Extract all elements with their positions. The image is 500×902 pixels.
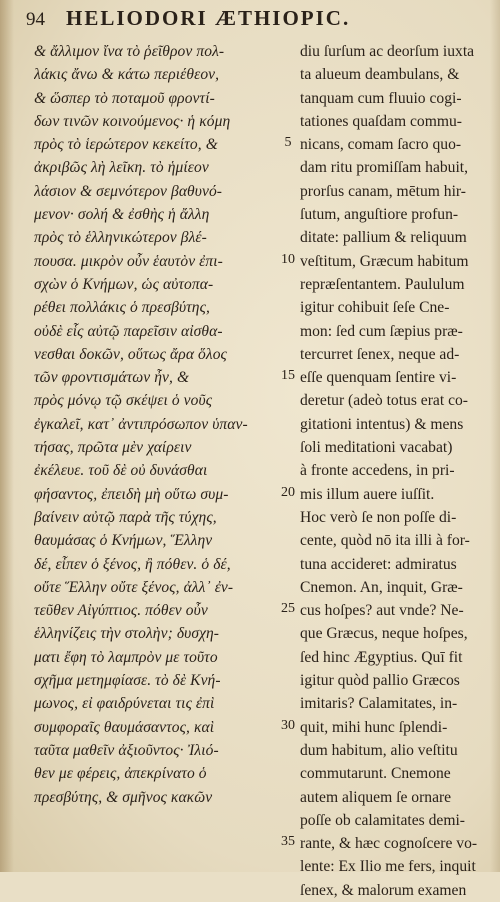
latin-line: nicans, comam ſacro quo- (300, 136, 462, 154)
greek-line: ἑλληνίζεις τὴν στολὴν; δυσχη- (34, 625, 220, 643)
page-number: 94 (26, 9, 45, 30)
greek-line: τεῦθεν Αἰγύπτιος. πόθεν οὖν (34, 602, 208, 620)
latin-line: igitur cohibuit ſeſe Cne- (300, 299, 450, 317)
greek-line: πρεσβύτης, & σμῆνος κακῶν (34, 788, 213, 806)
line-number: 25 (281, 601, 295, 617)
page-edge (490, 0, 500, 872)
greek-line: σχὼν ὁ Κνήμων, ὡς αὐτοπα- (34, 275, 214, 293)
latin-line: tationes quaſdam commu- (300, 112, 462, 130)
greek-line: βαίνειν αὐτῷ παρὰ τῆς τύχης, (34, 508, 217, 526)
greek-line: οὐδὲ εἷς αὐτῷ παρεῖσιν αἰσθα- (34, 322, 223, 340)
running-title: HELIODORI ÆTHIOPIC. (66, 6, 351, 30)
latin-line: prorſus canam, mētum hir- (300, 182, 466, 200)
latin-line: autem aliquem ſe ornare (300, 788, 452, 806)
greek-line: πουσα. μικρὸν οὖν ἑαυτὸν ἐπι- (34, 252, 223, 270)
latin-line: repræſentantem. Paululum (300, 275, 465, 293)
page-header (26, 6, 486, 34)
greek-line: ἐγκαλεῖ, κατ᾽ ἀντιπρόσωπον ὑπαν- (34, 415, 248, 433)
line-number: 15 (281, 368, 295, 384)
latin-line: tuna accideret: admiratus (300, 555, 457, 573)
latin-line: tanquam cum fluuio cogi- (300, 89, 462, 107)
greek-line: ἐκέλευε. τοῦ δὲ οὐ δυνάσθαι (34, 462, 208, 480)
greek-line: ρέθει πολλάκις ὁ πρεσβύτης, (34, 299, 210, 317)
line-number: 5 (284, 135, 292, 151)
latin-line: à fronte accedens, in pri- (300, 462, 455, 480)
greek-line: μωνος, εἰ φαιδρύνεται τις ἐπὶ (34, 695, 215, 713)
binding-shadow (0, 0, 14, 872)
line-number: 20 (281, 484, 295, 500)
greek-line: λάσιον & σεμνότερον βαθυνό- (34, 182, 223, 200)
latin-line: eſſe quenquam ſentire vi- (300, 369, 457, 387)
line-number: 30 (281, 717, 295, 733)
greek-line: νεσθαι δοκῶν, οὕτως ἄρα ὅλος (34, 345, 227, 363)
greek-line: πρὸς τὸ ἑλληνικώτερον βλέ- (34, 229, 207, 247)
latin-line: mis illum auere iuſſit. (300, 485, 435, 503)
latin-line: dum habitum, alio veſtitu (300, 741, 458, 759)
greek-line: θαυμάσας ὁ Κνήμων, Ἕλλην (34, 532, 213, 550)
latin-line: ſoli meditationi vacabat) (300, 439, 453, 457)
latin-line: diu ſurſum ac deorſum iuxta (300, 43, 475, 60)
latin-line: ſed hinc Ægyptius. Quī fit (300, 648, 463, 666)
greek-text-column (34, 40, 276, 809)
latin-line: dam ritu promiſſam habuit, (300, 159, 469, 177)
latin-line: deretur (adeò totus erat co- (300, 392, 468, 410)
greek-line: δέ, εἶπεν ὁ ξένος, ἢ πόθεν. ὁ δέ, (34, 555, 231, 573)
latin-line: commutarunt. Cnemone (300, 765, 451, 783)
latin-line: rante, & hæc cognoſcere vo- (300, 835, 478, 853)
latin-line: que Græcus, neque hoſpes, (300, 625, 468, 643)
latin-line: Cnemon. An, inquit, Græ- (300, 578, 463, 596)
latin-line: tercurret ſenex, neque ad- (300, 345, 460, 363)
greek-line: λάκις ἄνω & κάτω περιέθεον, (34, 66, 220, 84)
greek-line: & ἄλλιμον ἴνα τὸ ῥεῖθρον πολ- (34, 43, 225, 60)
greek-line: τήσας, πρῶτα μὲν χαίρειν (34, 439, 192, 457)
latin-line: cente, quòd nō ita illi à for- (300, 532, 470, 550)
line-number: 10 (281, 251, 295, 267)
greek-line: φήσαντος, ἐπειδὴ μὴ οὕτω συμ- (34, 485, 229, 503)
greek-line: ἀκριβῶς λὴ λεῖκη. τὸ ἡμίεον (34, 159, 209, 177)
latin-text-column (300, 40, 490, 902)
latin-line: ſenex, & malorum examen (300, 881, 467, 899)
greek-line: ματι ἔφη τὸ λαμπρὸν με τοῦτο (34, 648, 218, 666)
greek-line: μενον· σολή & ἐσθὴς ἡ ἄλλη (34, 206, 210, 224)
latin-line: quit, mihi hunc ſplendi- (300, 718, 448, 736)
latin-line: ditate: pallium & reliquum (300, 229, 467, 247)
latin-line: mon: ſed cum ſæpius præ- (300, 322, 463, 340)
latin-line: ta alueum deambulans, & (300, 66, 460, 84)
greek-line: δων τινῶν κοινούμενος· ἡ κόμη (34, 112, 231, 130)
latin-line: gitationi intentus) & mens (300, 415, 464, 433)
latin-line: cus hoſpes? aut vnde? Ne- (300, 602, 464, 620)
latin-line: imitaris? Calamitates, in- (300, 695, 458, 713)
greek-line: σχῆμα μετημφίασε. τὸ δὲ Κνή- (34, 672, 221, 690)
greek-line: & ὥσπερ τὸ ποταμοῦ φροντί- (34, 89, 215, 107)
latin-line: igitur quòd pallio Græcos (300, 672, 460, 690)
greek-line: τῶν φροντισμάτων ἦν, & (34, 369, 190, 387)
greek-line: οὔτε Ἕλλην οὔτε ξένος, ἀλλ᾽ ἐν- (34, 578, 234, 596)
line-number: 35 (281, 834, 295, 850)
latin-line: ſutum, anguſtiore profun- (300, 206, 459, 224)
greek-line: συμφοραῖς θαυμάσαντος, καὶ (34, 718, 215, 736)
latin-line: Hoc verò ſe non poſſe di- (300, 508, 457, 526)
latin-line: lente: Ex Ilio me fers, inquit (300, 858, 476, 876)
greek-line: ταῦτα μαθεῖν ἀξιοῦντος· Ἰλιό- (34, 741, 219, 759)
greek-line: πρὸς μόνῳ τῷ σκέψει ὁ νοῦς (34, 392, 213, 410)
greek-line: πρὸς τὸ ἱερώτερον κεκείτο, & (34, 136, 218, 154)
latin-line: veſtitum, Græcum habitum (300, 252, 469, 270)
latin-line: poſſe ob calamitates demi- (300, 811, 465, 829)
greek-line: θεν με φέρεις, ἀπεκρίνατο ὁ (34, 765, 207, 783)
